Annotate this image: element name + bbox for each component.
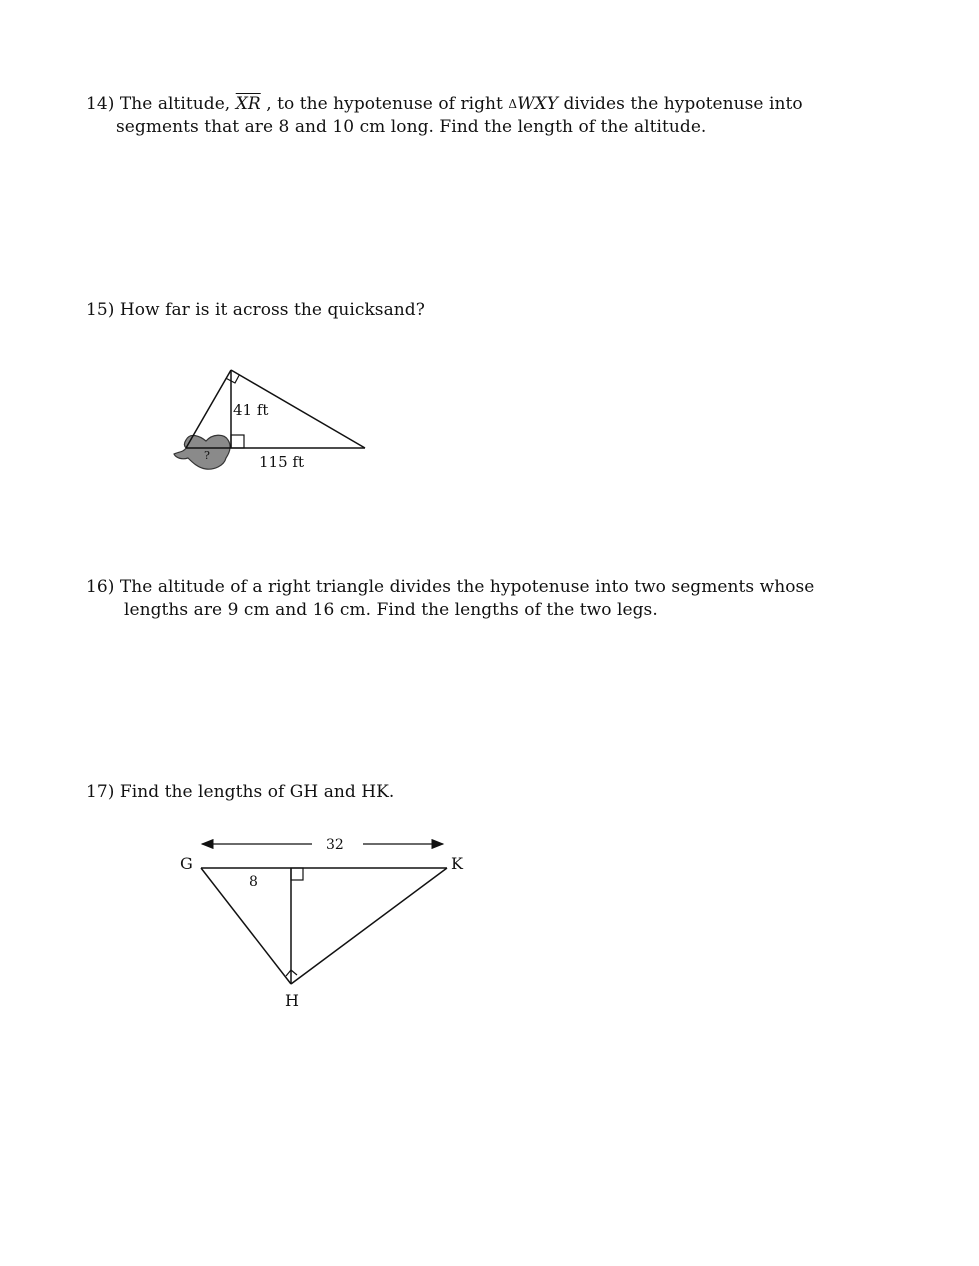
- length-label: 32: [326, 837, 344, 853]
- triangle-name: WXY: [517, 94, 559, 114]
- base-label: 115 ft: [259, 453, 304, 471]
- problem-number: 16): [86, 577, 115, 597]
- segment-label: 8: [249, 874, 258, 890]
- side-hk: [291, 868, 447, 984]
- vertex-k: K: [451, 854, 463, 873]
- problem-number: 17): [86, 782, 115, 802]
- problem-17: [86, 781, 866, 804]
- triangle-ghk-figure: [170, 828, 480, 1018]
- quicksand-figure: [160, 355, 380, 480]
- problem-number: 15): [86, 300, 115, 320]
- problem-14: [86, 93, 866, 139]
- triangle-symbol: Δ: [508, 97, 518, 111]
- problem-number: 14): [86, 94, 115, 114]
- vertex-h: H: [285, 991, 299, 1010]
- problem-text: How far is it across the quicksand?: [119, 300, 425, 320]
- problem-16: [86, 576, 886, 622]
- problem-text: The altitude of a right triangle divides the hypotenuse into two segments whose: [119, 577, 815, 597]
- altitude-label: 41 ft: [233, 401, 269, 419]
- problem-text: The altitude, $\overline{XR}$ , to the hypotenuse of right ΔWXY divides the hypotenuse into: [119, 94, 803, 114]
- unknown-label: ?: [204, 449, 210, 462]
- right-angle-mark-base: [231, 435, 244, 448]
- vertex-g: G: [180, 854, 193, 873]
- quicksand-blob: [174, 435, 230, 469]
- right-angle-mark-top: [291, 868, 303, 880]
- problem-15: [86, 299, 866, 322]
- side-gh: [201, 868, 291, 984]
- problem-text-line2: segments that are 8 and 10 cm long. Find the length of the altitude.: [116, 117, 707, 137]
- problem-text: Find the lengths of GH and HK.: [119, 782, 395, 802]
- problem-text-line2: lengths are 9 cm and 16 cm. Find the lengths of the two legs.: [124, 600, 658, 620]
- segment-xr: $\overline{XR}$: [235, 94, 261, 114]
